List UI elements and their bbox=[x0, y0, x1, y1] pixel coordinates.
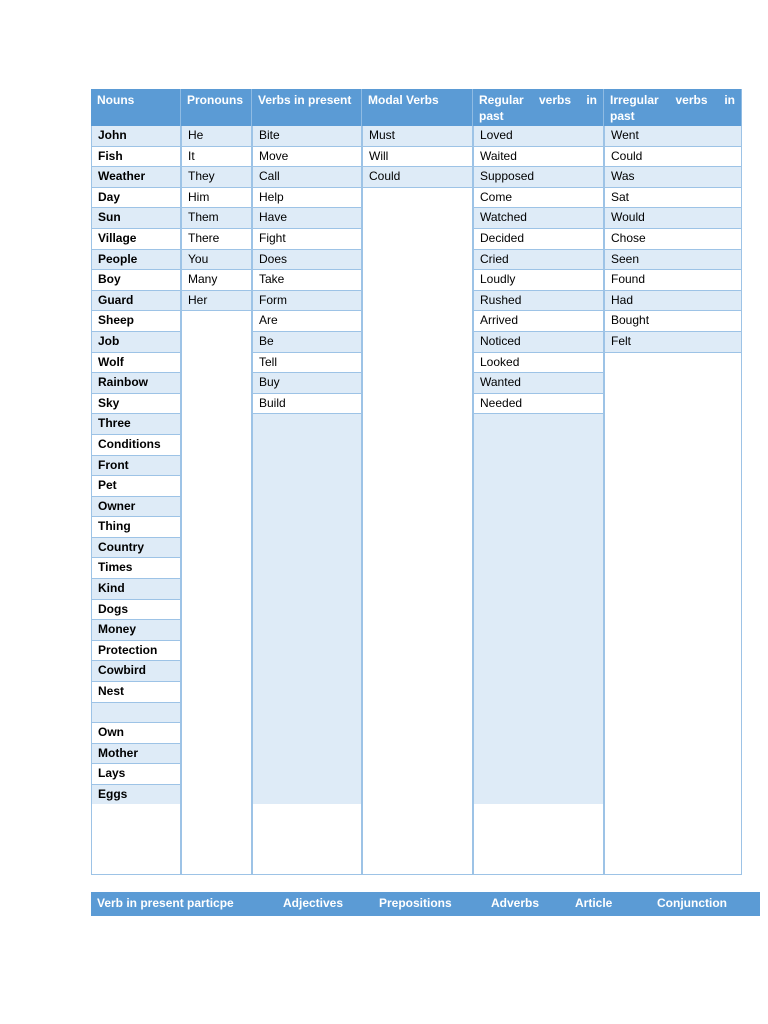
empty-bottom-cell bbox=[362, 804, 473, 875]
table-cell bbox=[91, 703, 181, 724]
table-cell: Are bbox=[252, 311, 362, 332]
table-cell: It bbox=[181, 147, 252, 168]
table-cell: Come bbox=[473, 188, 604, 209]
table-cell: There bbox=[181, 229, 252, 250]
table-cell: Times bbox=[91, 558, 181, 579]
column-regular-verbs-past bbox=[473, 89, 604, 806]
empty-column-space bbox=[604, 353, 742, 806]
category-label: Adjectives bbox=[283, 896, 344, 910]
empty-column-space bbox=[362, 188, 473, 806]
table-cell: Sun bbox=[91, 208, 181, 229]
table-cell: Job bbox=[91, 332, 181, 353]
empty-column-space bbox=[252, 414, 362, 805]
table-cell: Cowbird bbox=[91, 661, 181, 682]
column-irregular-verbs-past bbox=[604, 89, 742, 806]
table-cell: Noticed bbox=[473, 332, 604, 353]
table-cell: Could bbox=[604, 147, 742, 168]
table-cell: Boy bbox=[91, 270, 181, 291]
table-cell: Have bbox=[252, 208, 362, 229]
column-modal-verbs bbox=[362, 89, 473, 806]
table-cell: Chose bbox=[604, 229, 742, 250]
table-cell: Weather bbox=[91, 167, 181, 188]
table-cell: He bbox=[181, 126, 252, 147]
empty-bottom-cell bbox=[604, 804, 742, 875]
category-label: Conjunction bbox=[657, 896, 727, 910]
table-cell: Three bbox=[91, 414, 181, 435]
header-word: in bbox=[724, 93, 735, 107]
header-word: Irregular bbox=[610, 93, 659, 107]
header-word: verbs bbox=[538, 93, 572, 107]
table-cell: Owner bbox=[91, 497, 181, 518]
header-nouns: Nouns bbox=[91, 89, 181, 126]
table-cell: Nest bbox=[91, 682, 181, 703]
table-cell: Take bbox=[252, 270, 362, 291]
table-cell: Dogs bbox=[91, 600, 181, 621]
table-cell: Many bbox=[181, 270, 252, 291]
table-cell: Went bbox=[604, 126, 742, 147]
table-cell: Tell bbox=[252, 353, 362, 374]
header-pronouns: Pronouns bbox=[181, 89, 252, 126]
empty-bottom-cell bbox=[181, 804, 252, 875]
table-cell: Form bbox=[252, 291, 362, 312]
table-cell: Cried bbox=[473, 250, 604, 271]
table-cell: Village bbox=[91, 229, 181, 250]
table-cell: Front bbox=[91, 456, 181, 477]
header-irregular-verbs-past bbox=[604, 89, 742, 126]
header-word: verbs bbox=[675, 93, 708, 107]
table-cell: Could bbox=[362, 167, 473, 188]
empty-bottom-cell bbox=[91, 804, 181, 875]
category-label: Prepositions bbox=[379, 896, 452, 910]
table-cell: Waited bbox=[473, 147, 604, 168]
table-cell: Own bbox=[91, 723, 181, 744]
table-cell: Does bbox=[252, 250, 362, 271]
table-cell: Felt bbox=[604, 332, 742, 353]
table-cell: Country bbox=[91, 538, 181, 559]
column-nouns bbox=[91, 89, 181, 806]
category-label: Article bbox=[575, 896, 613, 910]
table-cell: Loudly bbox=[473, 270, 604, 291]
table-cell: Arrived bbox=[473, 311, 604, 332]
table-cell: Would bbox=[604, 208, 742, 229]
header-regular-verbs-past bbox=[473, 89, 604, 126]
table-cell: Rushed bbox=[473, 291, 604, 312]
table-cell: Fish bbox=[91, 147, 181, 168]
table-cell: Bite bbox=[252, 126, 362, 147]
header-word: past bbox=[479, 109, 504, 123]
header-modal-verbs: Modal Verbs bbox=[362, 89, 473, 126]
empty-column-space bbox=[181, 311, 252, 805]
empty-bottom-cell bbox=[252, 804, 362, 875]
table-cell: Lays bbox=[91, 764, 181, 785]
table-cell: You bbox=[181, 250, 252, 271]
table-cell: Decided bbox=[473, 229, 604, 250]
table-cell: Them bbox=[181, 208, 252, 229]
table-cell: Thing bbox=[91, 517, 181, 538]
table-cell: Move bbox=[252, 147, 362, 168]
table-cell: Day bbox=[91, 188, 181, 209]
table-cell: Build bbox=[252, 394, 362, 415]
table-cell: Money bbox=[91, 620, 181, 641]
header-word: past bbox=[610, 109, 635, 123]
category-label: Verb in present particpe bbox=[97, 896, 234, 910]
table-cell: Her bbox=[181, 291, 252, 312]
table-cell: Protection bbox=[91, 641, 181, 662]
table-cell: Will bbox=[362, 147, 473, 168]
table-cell: Was bbox=[604, 167, 742, 188]
table-cell: They bbox=[181, 167, 252, 188]
table-cell: Must bbox=[362, 126, 473, 147]
table-cell: Guard bbox=[91, 291, 181, 312]
category-label: Adverbs bbox=[491, 896, 540, 910]
table-cell: Had bbox=[604, 291, 742, 312]
table-cell: Supposed bbox=[473, 167, 604, 188]
table-cell: People bbox=[91, 250, 181, 271]
table-cell: John bbox=[91, 126, 181, 147]
word-categories-bar bbox=[91, 892, 760, 916]
table-cell: Wolf bbox=[91, 353, 181, 374]
column-pronouns bbox=[181, 89, 252, 806]
table-cell: Rainbow bbox=[91, 373, 181, 394]
header-verbs-in-present: Verbs in present bbox=[252, 89, 362, 126]
table-cell: Sheep bbox=[91, 311, 181, 332]
table-cell: Looked bbox=[473, 353, 604, 374]
table-cell: Pet bbox=[91, 476, 181, 497]
table-cell: Call bbox=[252, 167, 362, 188]
table-cell: Found bbox=[604, 270, 742, 291]
table-cell: Him bbox=[181, 188, 252, 209]
empty-bottom-cell bbox=[473, 804, 604, 875]
table-cell: Help bbox=[252, 188, 362, 209]
table-cell: Mother bbox=[91, 744, 181, 765]
table-cell: Bought bbox=[604, 311, 742, 332]
table-cell: Be bbox=[252, 332, 362, 353]
table-cell: Buy bbox=[252, 373, 362, 394]
header-word: in bbox=[586, 93, 597, 107]
table-cell: Fight bbox=[252, 229, 362, 250]
table-cell: Sky bbox=[91, 394, 181, 415]
table-cell: Conditions bbox=[91, 435, 181, 456]
table-cell: Kind bbox=[91, 579, 181, 600]
table-cell: Watched bbox=[473, 208, 604, 229]
table-cell: Sat bbox=[604, 188, 742, 209]
column-verbs-in-present bbox=[252, 89, 362, 806]
table-cell: Wanted bbox=[473, 373, 604, 394]
empty-column-space bbox=[473, 414, 604, 805]
table-cell: Loved bbox=[473, 126, 604, 147]
table-cell: Needed bbox=[473, 394, 604, 415]
table-cell: Eggs bbox=[91, 785, 181, 806]
header-word: Regular bbox=[479, 93, 524, 107]
table-cell: Seen bbox=[604, 250, 742, 271]
